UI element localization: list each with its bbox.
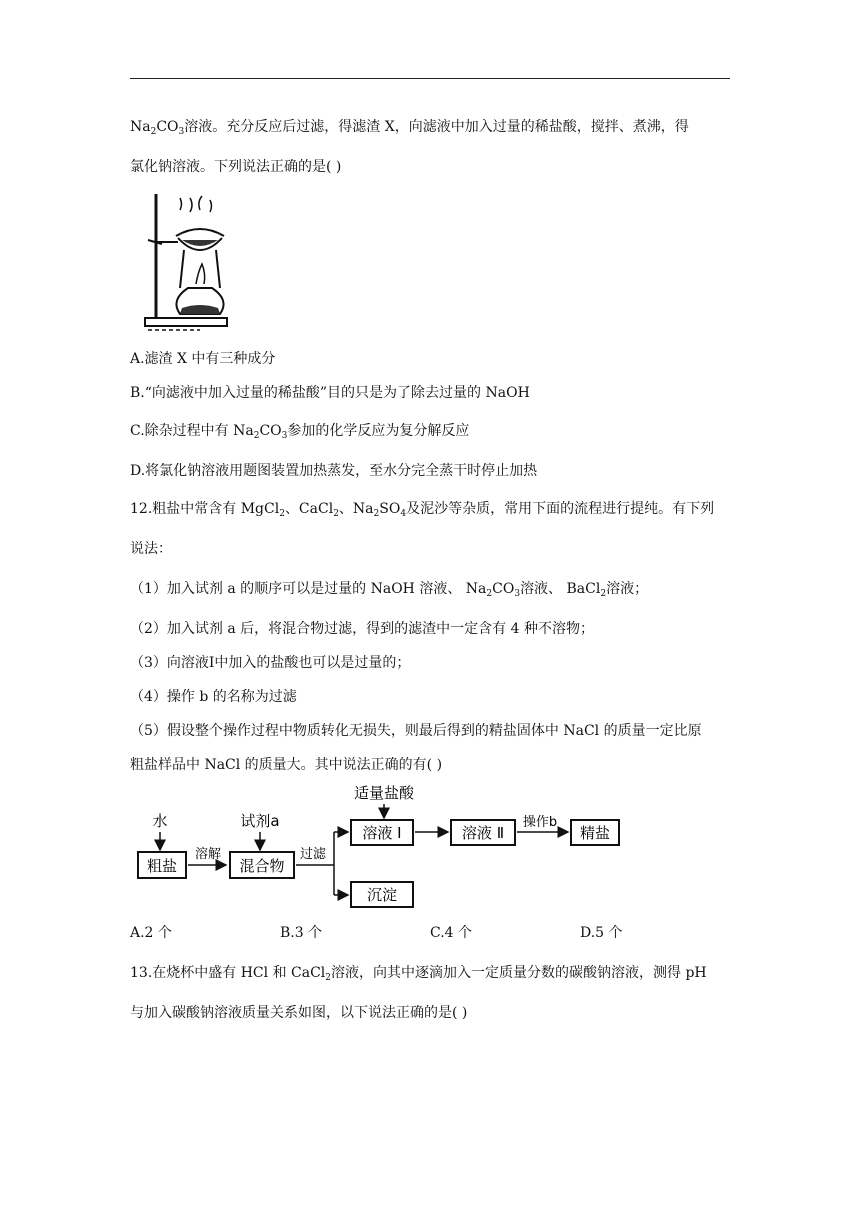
q11-line-1: $Na_2CO_3$溶液。充分反应后过滤，得滤渣 X，向滤液中加入过量的稀盐酸，搅拌、煮沸，得 [130,119,689,137]
flow-text-solution-2: 溶液 Ⅱ [461,824,505,842]
q12-statement-5-line-1: （5）假设整个操作过程中物质转化无损失，则最后得到的精盐固体中 NaCl 的质量一定比原 [130,723,702,739]
q11-option-d: D.将氯化钠溶液用题图装置加热蒸发，至水分完全蒸干时停止加热 [130,463,538,479]
flow-text-mixture: 混合物 [239,857,285,875]
q12-option-d: D.5 个 [580,925,623,941]
q12-option-c: C.4 个 [430,925,473,941]
header-rule [130,78,730,79]
q12-statement-3: （3）向溶液Ⅰ中加入的盐酸也可以是过量的； [130,655,411,671]
flow-text-refined-salt: 精盐 [579,824,611,842]
purification-flow-diagram [130,780,630,915]
flow-text-precipitate: 沉淀 [366,886,398,904]
q12-option-b: B.3 个 [280,925,323,941]
flow-label-water: 水 [152,812,168,830]
flow-label-reagent-a: 试剂a [240,812,280,830]
q12-statement-1: （1）加入试剂 a 的顺序可以是过量的 NaOH 溶液、 $Na_2CO_3$溶液、 BaCl$_2$溶液； [130,581,649,599]
q12-statement-5-line-2: 粗盐样品中 NaCl 的质量大。其中说法正确的有( ) [130,757,443,773]
flow-text-crude-salt: 粗盐 [146,857,178,875]
q12-option-a: A.2 个 [130,925,172,941]
q11-option-b: B.“向滤液中加入过量的稀盐酸”目的只是为了除去过量的 NaOH [130,385,530,401]
q12-statement-4: （4）操作 b 的名称为过滤 [130,689,297,705]
flow-label-filter: 过滤 [299,847,327,862]
q11-option-c: C.除杂过程中有 $Na_2CO_3$参加的化学反应为复分解反应 [130,423,470,441]
q11-line-2: 氯化钠溶液。下列说法正确的是( ) [130,159,342,175]
q13-stem-line-1: 13.在烧杯中盛有 HCl 和 CaCl$_2$溶液，向其中逐滴加入一定质量分数的碳酸钠溶液，测得 pH [130,965,707,983]
q12-stem-line-1: 12.粗盐中常含有 MgCl$_2$、CaCl$_2$、$Na_2SO_4$及泥沙等杂质，常用下面的流程进行提纯。有下列 [130,501,715,519]
flow-label-dissolve: 溶解 [194,847,222,862]
flow-text-solution-1: 溶液 Ⅰ [362,824,402,842]
q12-stem-line-2: 说法： [130,541,172,557]
flow-label-hcl: 适量盐酸 [353,784,415,802]
evaporation-apparatus-figure [140,192,235,332]
q11-option-a: A.滤渣 X 中有三种成分 [130,351,276,367]
flow-label-operation-b: 操作b [522,815,558,830]
q13-stem-line-2: 与加入碳酸钠溶液质量关系如图，以下说法正确的是( ) [130,1005,468,1021]
q12-statement-2: （2）加入试剂 a 后，将混合物过滤，得到的滤渣中一定含有 4 种不溶物； [130,621,594,637]
